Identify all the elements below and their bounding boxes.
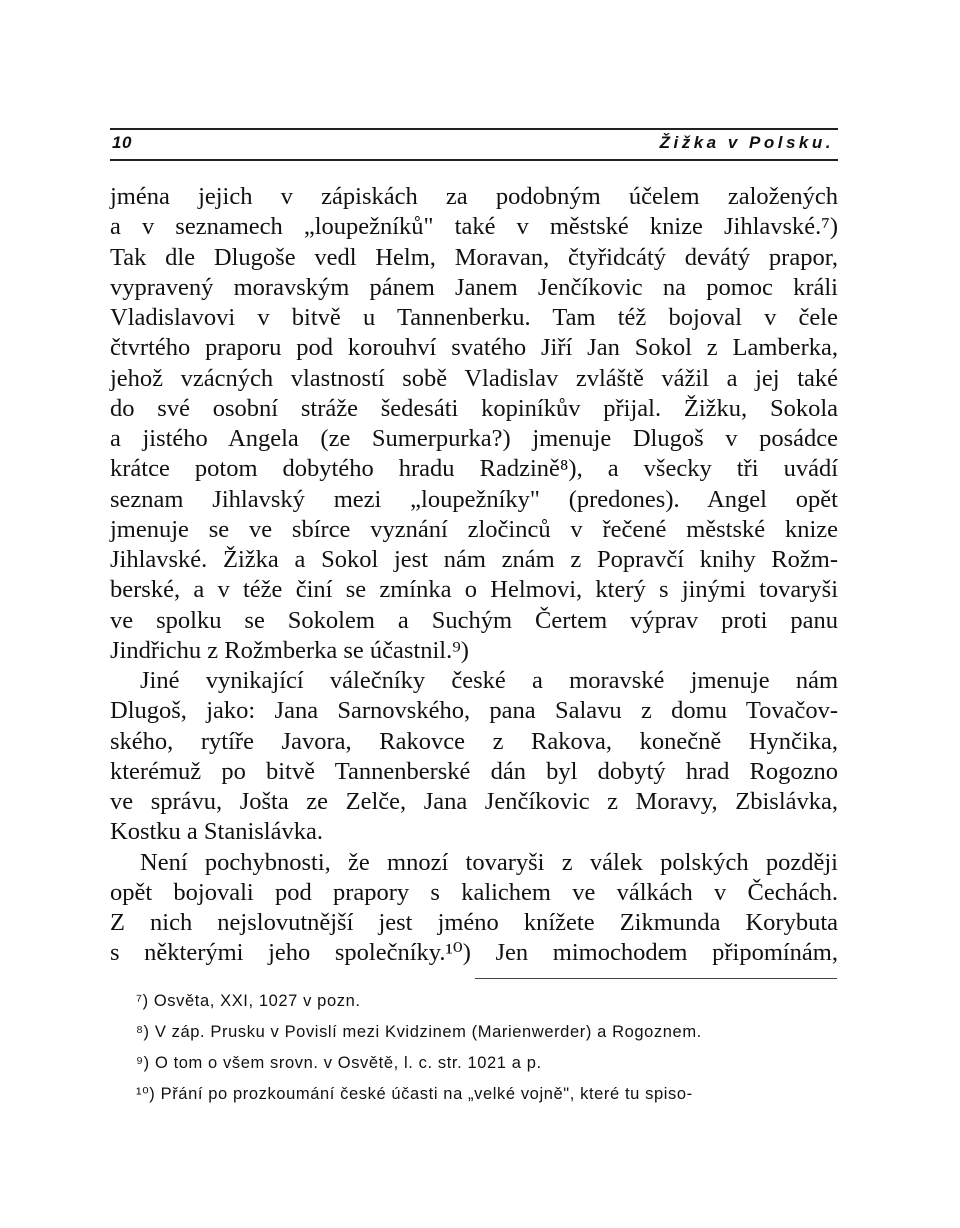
page-header [110,128,838,164]
paragraph-start-line: Není pochybnosti, že mnozí tovaryši z válek polských později [140,848,838,876]
text-line: ve správu, Jošta ze Zelče, Jana Jenčíkovic z Moravy, Zbislávka, [110,788,838,815]
text-line: ského, rytíře Javora, Rakovce z Rakova, konečně Hynčika, [110,727,838,755]
text-line: s některými jeho společníky.¹⁰) Jen mimochodem připomínám, [110,939,838,967]
footnote-rule [475,978,837,979]
paragraph-start-line: Jiné vynikající válečníky české a moravské jmenuje nám [140,667,838,694]
text-line: a v seznamech „loupežníků" také v městské knize Jihlavské.⁷) [110,213,838,241]
text-line: Dlugoš, jako: Jana Sarnovského, pana Salavu z domu Tovačov- [110,697,838,725]
text-line: vypravený moravským pánem Janem Jenčíkovic na pomoc králi [110,273,838,301]
running-title: Žižka v Polsku. [659,133,834,152]
page-number: 10 [112,133,132,152]
text-line: opět bojovali pod prapory s kalichem ve válkách v Čechách. [110,878,838,906]
text-line: Tak dle Dlugoše vedl Helm, Moravan, čtyřidcátý devátý prapor, [110,243,838,271]
text-line: jehož vzácných vlastností sobě Vladislav zvláště vážil a jej také [110,364,838,392]
footnote: ¹⁰) Přání po prozkoumání české účasti na „velké vojně", které tu spiso- [136,1085,693,1103]
paragraph-end-line: Jindřichu z Rožmberka se účastnil.⁹) [110,636,469,664]
text-line: ve spolku se Sokolem a Suchým Čertem výprav proti panu [110,606,838,634]
paragraph-end-line: Kostku a Stanislávka. [110,818,323,846]
footnote: ⁸) V záp. Prusku v Povislí mezi Kvidzinem (Marienwerder) a Rogoznem. [136,1023,702,1041]
text-line: Jihlavské. Žižka a Sokol jest nám znám z Popravčí knihy Rožm- [110,546,838,573]
text-line: berské, a v téže činí se zmínka o Helmovi, který s jinými tovaryši [110,576,838,604]
text-line: do své osobní stráže šedesáti kopiníkův přijal. Žižku, Sokola [110,394,838,422]
text-line: Z nich nejslovutnější jest jméno knížete Zikmunda Korybuta [110,909,838,936]
footnote: ⁷) Osvěta, XXI, 1027 v pozn. [136,992,361,1010]
text-line: krátce potom dobytého hradu Radzině⁸), a všecky tři uvádí [110,455,838,483]
text-line: kterémuž po bitvě Tannenberské dán byl dobytý hrad Rogozno [110,757,838,785]
header-rule-top [110,128,838,130]
text-line: čtvrtého praporu pod korouhví svatého Jiří Jan Sokol z Lamberka, [110,334,838,362]
text-line: Vladislavovi v bitvě u Tannenberku. Tam též bojoval v čele [110,304,838,331]
text-line: seznam Jihlavský mezi „loupežníky" (predones). Angel opět [110,485,838,513]
footnote: ⁹) O tom o všem srovn. v Osvětě, l. c. str. 1021 a p. [136,1054,542,1072]
text-line: a jistého Angela (ze Sumerpurka?) jmenuje Dlugoš v posádce [110,425,838,452]
text-line: jména jejich v zápiskách za podobným účelem založených [110,183,838,210]
header-rule-bottom [110,159,838,161]
footnotes [110,986,838,1110]
text-line: jmenuje se ve sbírce vyznání zločinců v řečené městské knize [110,515,838,543]
body-text [110,182,838,969]
